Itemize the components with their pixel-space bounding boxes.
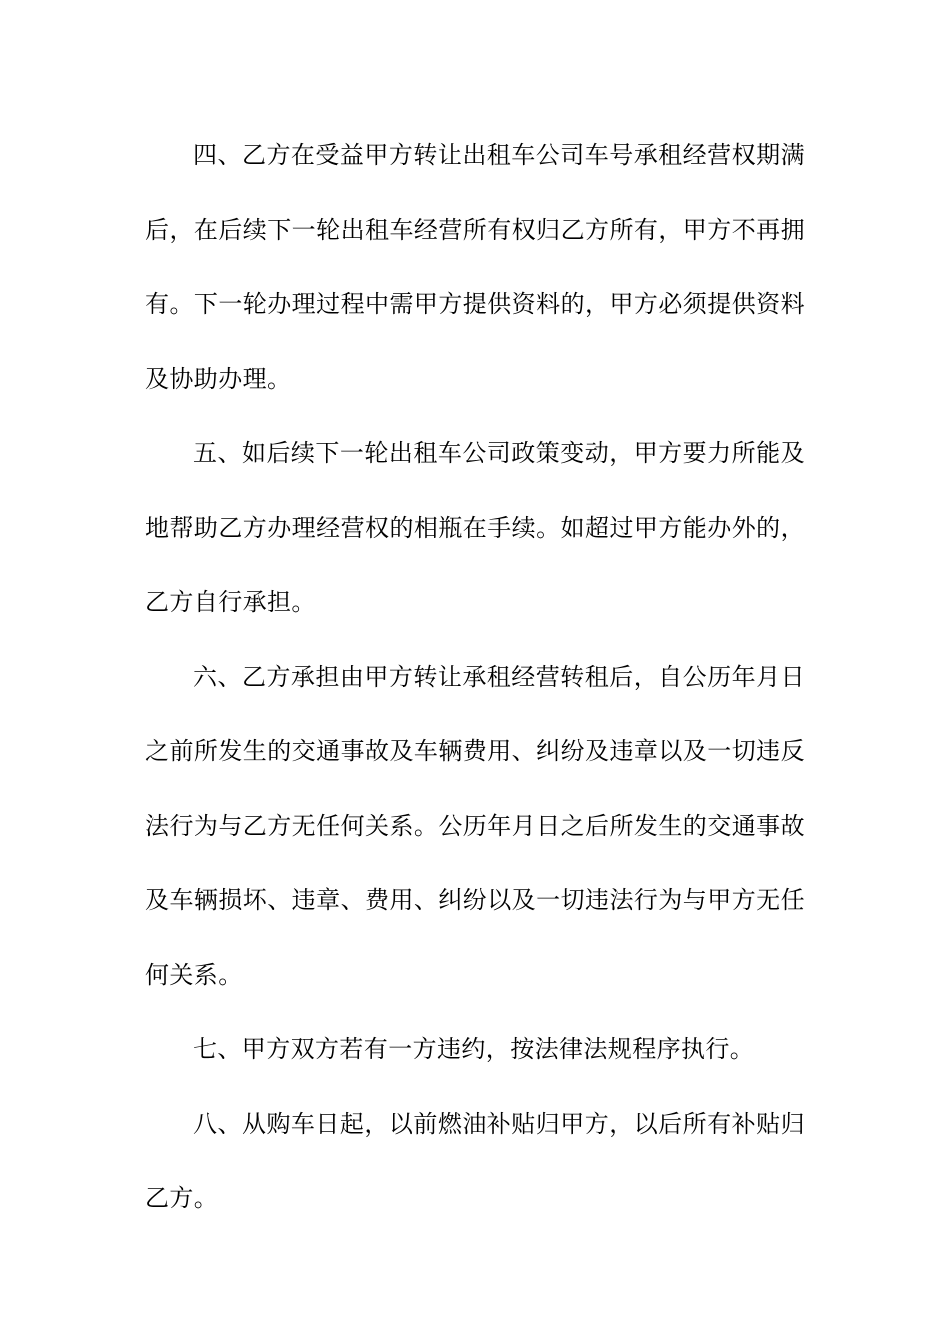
document-body xyxy=(145,118,805,1236)
clause-six: 六、乙方承担由甲方转让承租经营转租后，自公历年月日之前所发生的交通事故及车辆费用、纠纷及违章以及一切违反法行为与乙方无任何关系。公历年月日之后所发生的交通事故及车辆损坏、违章、费用、纠纷以及一切违法行为与甲方无任何关系。 xyxy=(145,662,805,989)
clause-five: 五、如后续下一轮出租车公司政策变动，甲方要力所能及地帮助乙方办理经营权的相瓶在手续。如超过甲方能办外的，乙方自行承担。 xyxy=(145,439,805,616)
clause-eight: 八、从购车日起，以前燃油补贴归甲方，以后所有补贴归乙方。 xyxy=(145,1109,805,1212)
clause-seven: 七、甲方双方若有一方违约，按法律法规程序执行。 xyxy=(193,1035,755,1063)
clause-four: 四、乙方在受益甲方转让出租车公司车号承租经营权期满后，在后续下一轮出租车经营所有权归乙方所有，甲方不再拥有。下一轮办理过程中需甲方提供资料的，甲方必须提供资料及协助办理。 xyxy=(145,141,805,393)
